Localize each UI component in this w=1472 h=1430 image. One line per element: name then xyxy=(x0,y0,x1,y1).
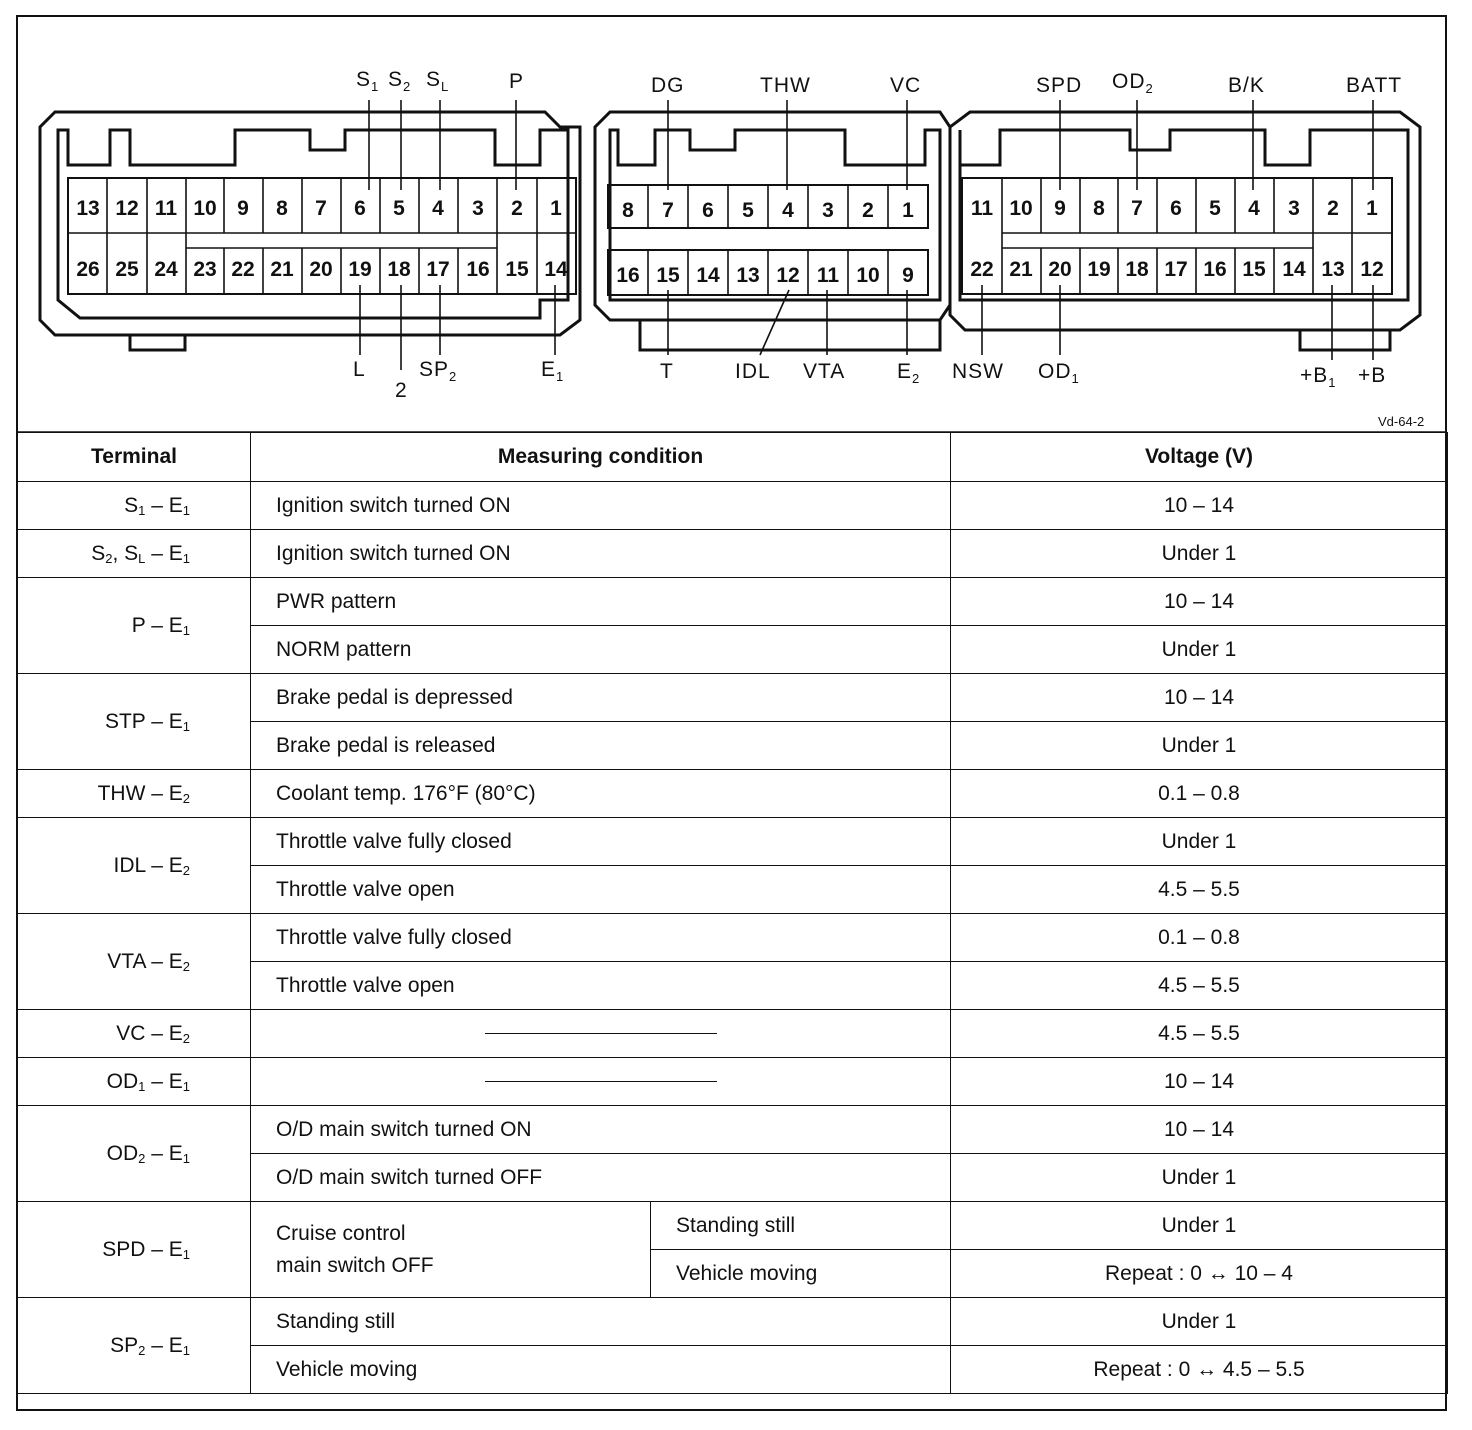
pin-number: 20 xyxy=(1048,258,1072,281)
pin-number: 16 xyxy=(616,264,640,287)
condition-cell: Throttle valve open xyxy=(251,962,951,1010)
label-l: L xyxy=(353,358,366,381)
terminal-cell: IDL – $E_2$ xyxy=(18,818,251,914)
table-row xyxy=(18,1010,1448,1058)
condition-cell: Standing still xyxy=(251,1298,951,1346)
header-terminal: Terminal xyxy=(18,433,251,482)
dash-line xyxy=(485,1033,717,1034)
pin-number: 9 xyxy=(237,197,249,220)
pin-number: 4 xyxy=(1248,197,1260,220)
label-nsw: NSW xyxy=(952,360,1004,383)
pin-number: 5 xyxy=(742,199,754,222)
terminal-voltage-table xyxy=(17,432,1448,1394)
pin-number: 10 xyxy=(193,197,217,220)
table-row xyxy=(18,1298,1448,1346)
voltage-cell: 4.5 – 5.5 xyxy=(951,866,1448,914)
voltage-cell: 4.5 – 5.5 xyxy=(951,1010,1448,1058)
table-row xyxy=(18,674,1448,722)
label-idl: IDL xyxy=(735,360,771,383)
pin-number: 14 xyxy=(544,258,568,281)
subcondition-cell: Vehicle moving xyxy=(651,1250,951,1298)
pin-number: 17 xyxy=(426,258,450,281)
voltage-cell: Under 1 xyxy=(951,722,1448,770)
table-row xyxy=(18,530,1448,578)
pin-number: 7 xyxy=(1131,197,1143,220)
connector-1-pins xyxy=(68,178,576,294)
pin-number: 11 xyxy=(970,197,994,220)
pin-number: 23 xyxy=(193,258,217,281)
condition-cell: Ignition switch turned ON xyxy=(251,530,951,578)
pin-number: 12 xyxy=(115,197,139,220)
label-b1: $+B_1$ xyxy=(1300,364,1337,390)
pin-number: 16 xyxy=(1203,258,1227,281)
terminal-cell: $OD_1 - E_1$ xyxy=(18,1058,251,1106)
condition-cell: Coolant temp. 176°F (80°C) xyxy=(251,770,951,818)
condition-cell: Vehicle moving xyxy=(251,1346,951,1394)
voltage-cell: 0.1 – 0.8 xyxy=(951,770,1448,818)
pin-number: 18 xyxy=(387,258,411,281)
terminal-cell: $OD_2 - E_1$ xyxy=(18,1106,251,1202)
condition-cell: Brake pedal is released xyxy=(251,722,951,770)
connector-3-pins xyxy=(962,178,1392,294)
pin-number: 26 xyxy=(76,258,100,281)
voltage-cell: Under 1 xyxy=(951,818,1448,866)
pin-number: 21 xyxy=(270,258,294,281)
connector-3-housing xyxy=(950,112,1420,330)
terminal-cell: $S_1 - E_1$ xyxy=(18,482,251,530)
table-row xyxy=(18,818,1448,866)
condition-cell: Throttle valve fully closed xyxy=(251,818,951,866)
pin-number: 5 xyxy=(393,197,405,220)
label-thw: THW xyxy=(760,74,811,97)
pin-number: 19 xyxy=(348,258,372,281)
pin-number: 2 xyxy=(1327,197,1339,220)
terminal-cell: VC – $E_2$ xyxy=(18,1010,251,1058)
table-row xyxy=(18,914,1448,962)
condition-cell-empty xyxy=(251,1010,951,1058)
voltage-cell: 10 – 14 xyxy=(951,674,1448,722)
pin-number: 18 xyxy=(1125,258,1149,281)
condition-cell: O/D main switch turned OFF xyxy=(251,1154,951,1202)
pin-number: 4 xyxy=(782,199,794,222)
voltage-cell: 10 – 14 xyxy=(951,1058,1448,1106)
pin-number: 17 xyxy=(1164,258,1188,281)
voltage-cell: Under 1 xyxy=(951,1154,1448,1202)
header-voltage: Voltage (V) xyxy=(951,433,1448,482)
label-t: T xyxy=(660,360,674,383)
pin-number: 24 xyxy=(154,258,178,281)
terminal-cell: $S_2$, $S_L - E_1$ xyxy=(18,530,251,578)
connector-2-pins xyxy=(608,185,928,295)
pin-number: 8 xyxy=(276,197,288,220)
condition-cell: Brake pedal is depressed xyxy=(251,674,951,722)
pin-number: 5 xyxy=(1209,197,1221,220)
pin-number: 2 xyxy=(511,197,523,220)
table-row xyxy=(18,1106,1448,1154)
connector-diagram xyxy=(0,0,1472,432)
label-s1: $S_1$ xyxy=(356,68,380,94)
label-2: 2 xyxy=(395,379,408,402)
pin-number: 8 xyxy=(622,199,634,222)
table-row xyxy=(18,1058,1448,1106)
condition-cell: O/D main switch turned ON xyxy=(251,1106,951,1154)
voltage-cell: Under 1 xyxy=(951,626,1448,674)
label-vc: VC xyxy=(890,74,922,97)
dash-line xyxy=(485,1081,717,1082)
pin-number: 6 xyxy=(1170,197,1182,220)
pin-number: 1 xyxy=(902,199,914,222)
voltage-cell: Under 1 xyxy=(951,1202,1448,1250)
pin-number: 10 xyxy=(856,264,880,287)
pin-number: 11 xyxy=(816,264,840,287)
table-row xyxy=(18,482,1448,530)
voltage-cell: 10 – 14 xyxy=(951,1106,1448,1154)
pin-number: 13 xyxy=(1321,258,1345,281)
condition-cell: Throttle valve open xyxy=(251,866,951,914)
pin-number: 1 xyxy=(1366,197,1378,220)
pin-number: 4 xyxy=(432,197,444,220)
pin-number: 7 xyxy=(662,199,674,222)
voltage-cell: Repeat : 0 ↔ 4.5 – 5.5 xyxy=(951,1346,1448,1394)
voltage-cell: Repeat : 0 ↔ 10 – 4 xyxy=(951,1250,1448,1298)
pin-number: 14 xyxy=(1282,258,1306,281)
label-sl: $S_L$ xyxy=(426,68,450,94)
pin-number: 15 xyxy=(656,264,680,287)
pin-number: 20 xyxy=(309,258,333,281)
pin-number: 19 xyxy=(1087,258,1111,281)
pin-number: 9 xyxy=(902,264,914,287)
header-condition: Measuring condition xyxy=(251,433,951,482)
pin-number: 25 xyxy=(115,258,139,281)
condition-cell: NORM pattern xyxy=(251,626,951,674)
terminal-cell: THW – $E_2$ xyxy=(18,770,251,818)
pin-number: 12 xyxy=(1360,258,1384,281)
pin-number: 3 xyxy=(822,199,834,222)
terminal-cell: VTA – $E_2$ xyxy=(18,914,251,1010)
pin-number: 6 xyxy=(354,197,366,220)
bottom-labels xyxy=(353,358,1386,402)
subcondition-cell: Standing still xyxy=(651,1202,951,1250)
voltage-cell: 10 – 14 xyxy=(951,482,1448,530)
condition-cell: Cruise control main switch OFF xyxy=(251,1202,651,1298)
pin-number: 13 xyxy=(736,264,760,287)
pin-number: 21 xyxy=(1009,258,1033,281)
pin-number: 8 xyxy=(1093,197,1105,220)
condition-cell-empty xyxy=(251,1058,951,1106)
condition-cell: PWR pattern xyxy=(251,578,951,626)
pin-number: 2 xyxy=(862,199,874,222)
diagram-reference: Vd-64-2 xyxy=(1378,414,1425,429)
pin-number: 10 xyxy=(1009,197,1033,220)
label-e2: $E_2$ xyxy=(897,360,921,386)
pin-number: 3 xyxy=(472,197,484,220)
pin-number: 13 xyxy=(76,197,100,220)
condition-cell: Throttle valve fully closed xyxy=(251,914,951,962)
label-b: +B xyxy=(1358,364,1387,387)
terminal-cell: $SP_2 - E_1$ xyxy=(18,1298,251,1394)
pin-number: 6 xyxy=(702,199,714,222)
terminal-cell: SPD – $E_1$ xyxy=(18,1202,251,1298)
voltage-cell: Under 1 xyxy=(951,1298,1448,1346)
label-od1: $OD_1$ xyxy=(1038,360,1080,386)
pin-number: 12 xyxy=(776,264,800,287)
label-sp2: $SP_2$ xyxy=(419,358,458,384)
voltage-cell: 10 – 14 xyxy=(951,578,1448,626)
label-spd: SPD xyxy=(1036,74,1083,97)
pin-number: 22 xyxy=(231,258,255,281)
terminal-cell: P – $E_1$ xyxy=(18,578,251,674)
table-row xyxy=(18,770,1448,818)
pin-number: 16 xyxy=(466,258,490,281)
condition-cell: Ignition switch turned ON xyxy=(251,482,951,530)
pin-number: 22 xyxy=(970,258,994,281)
pin-number: 11 xyxy=(154,197,178,220)
label-s2: $S_2$ xyxy=(388,68,412,94)
table-row xyxy=(18,1202,1448,1250)
label-bk: B/K xyxy=(1228,74,1265,97)
table-header-row xyxy=(18,433,1448,482)
voltage-cell: 0.1 – 0.8 xyxy=(951,914,1448,962)
pin-number: 15 xyxy=(1242,258,1266,281)
voltage-cell: 4.5 – 5.5 xyxy=(951,962,1448,1010)
label-vta: VTA xyxy=(803,360,846,383)
terminal-cell: STP – $E_1$ xyxy=(18,674,251,770)
label-batt: BATT xyxy=(1346,74,1403,97)
label-p: P xyxy=(509,70,525,93)
pin-number: 7 xyxy=(315,197,327,220)
label-e1: $E_1$ xyxy=(541,358,565,384)
pin-number: 14 xyxy=(696,264,720,287)
table-row xyxy=(18,578,1448,626)
pin-number: 15 xyxy=(505,258,529,281)
pin-number: 1 xyxy=(550,197,562,220)
top-labels xyxy=(356,68,1402,97)
label-od2: $OD_2$ xyxy=(1112,70,1154,96)
pin-number: 9 xyxy=(1054,197,1066,220)
pin-number: 3 xyxy=(1288,197,1300,220)
voltage-cell: Under 1 xyxy=(951,530,1448,578)
label-dg: DG xyxy=(651,74,685,97)
